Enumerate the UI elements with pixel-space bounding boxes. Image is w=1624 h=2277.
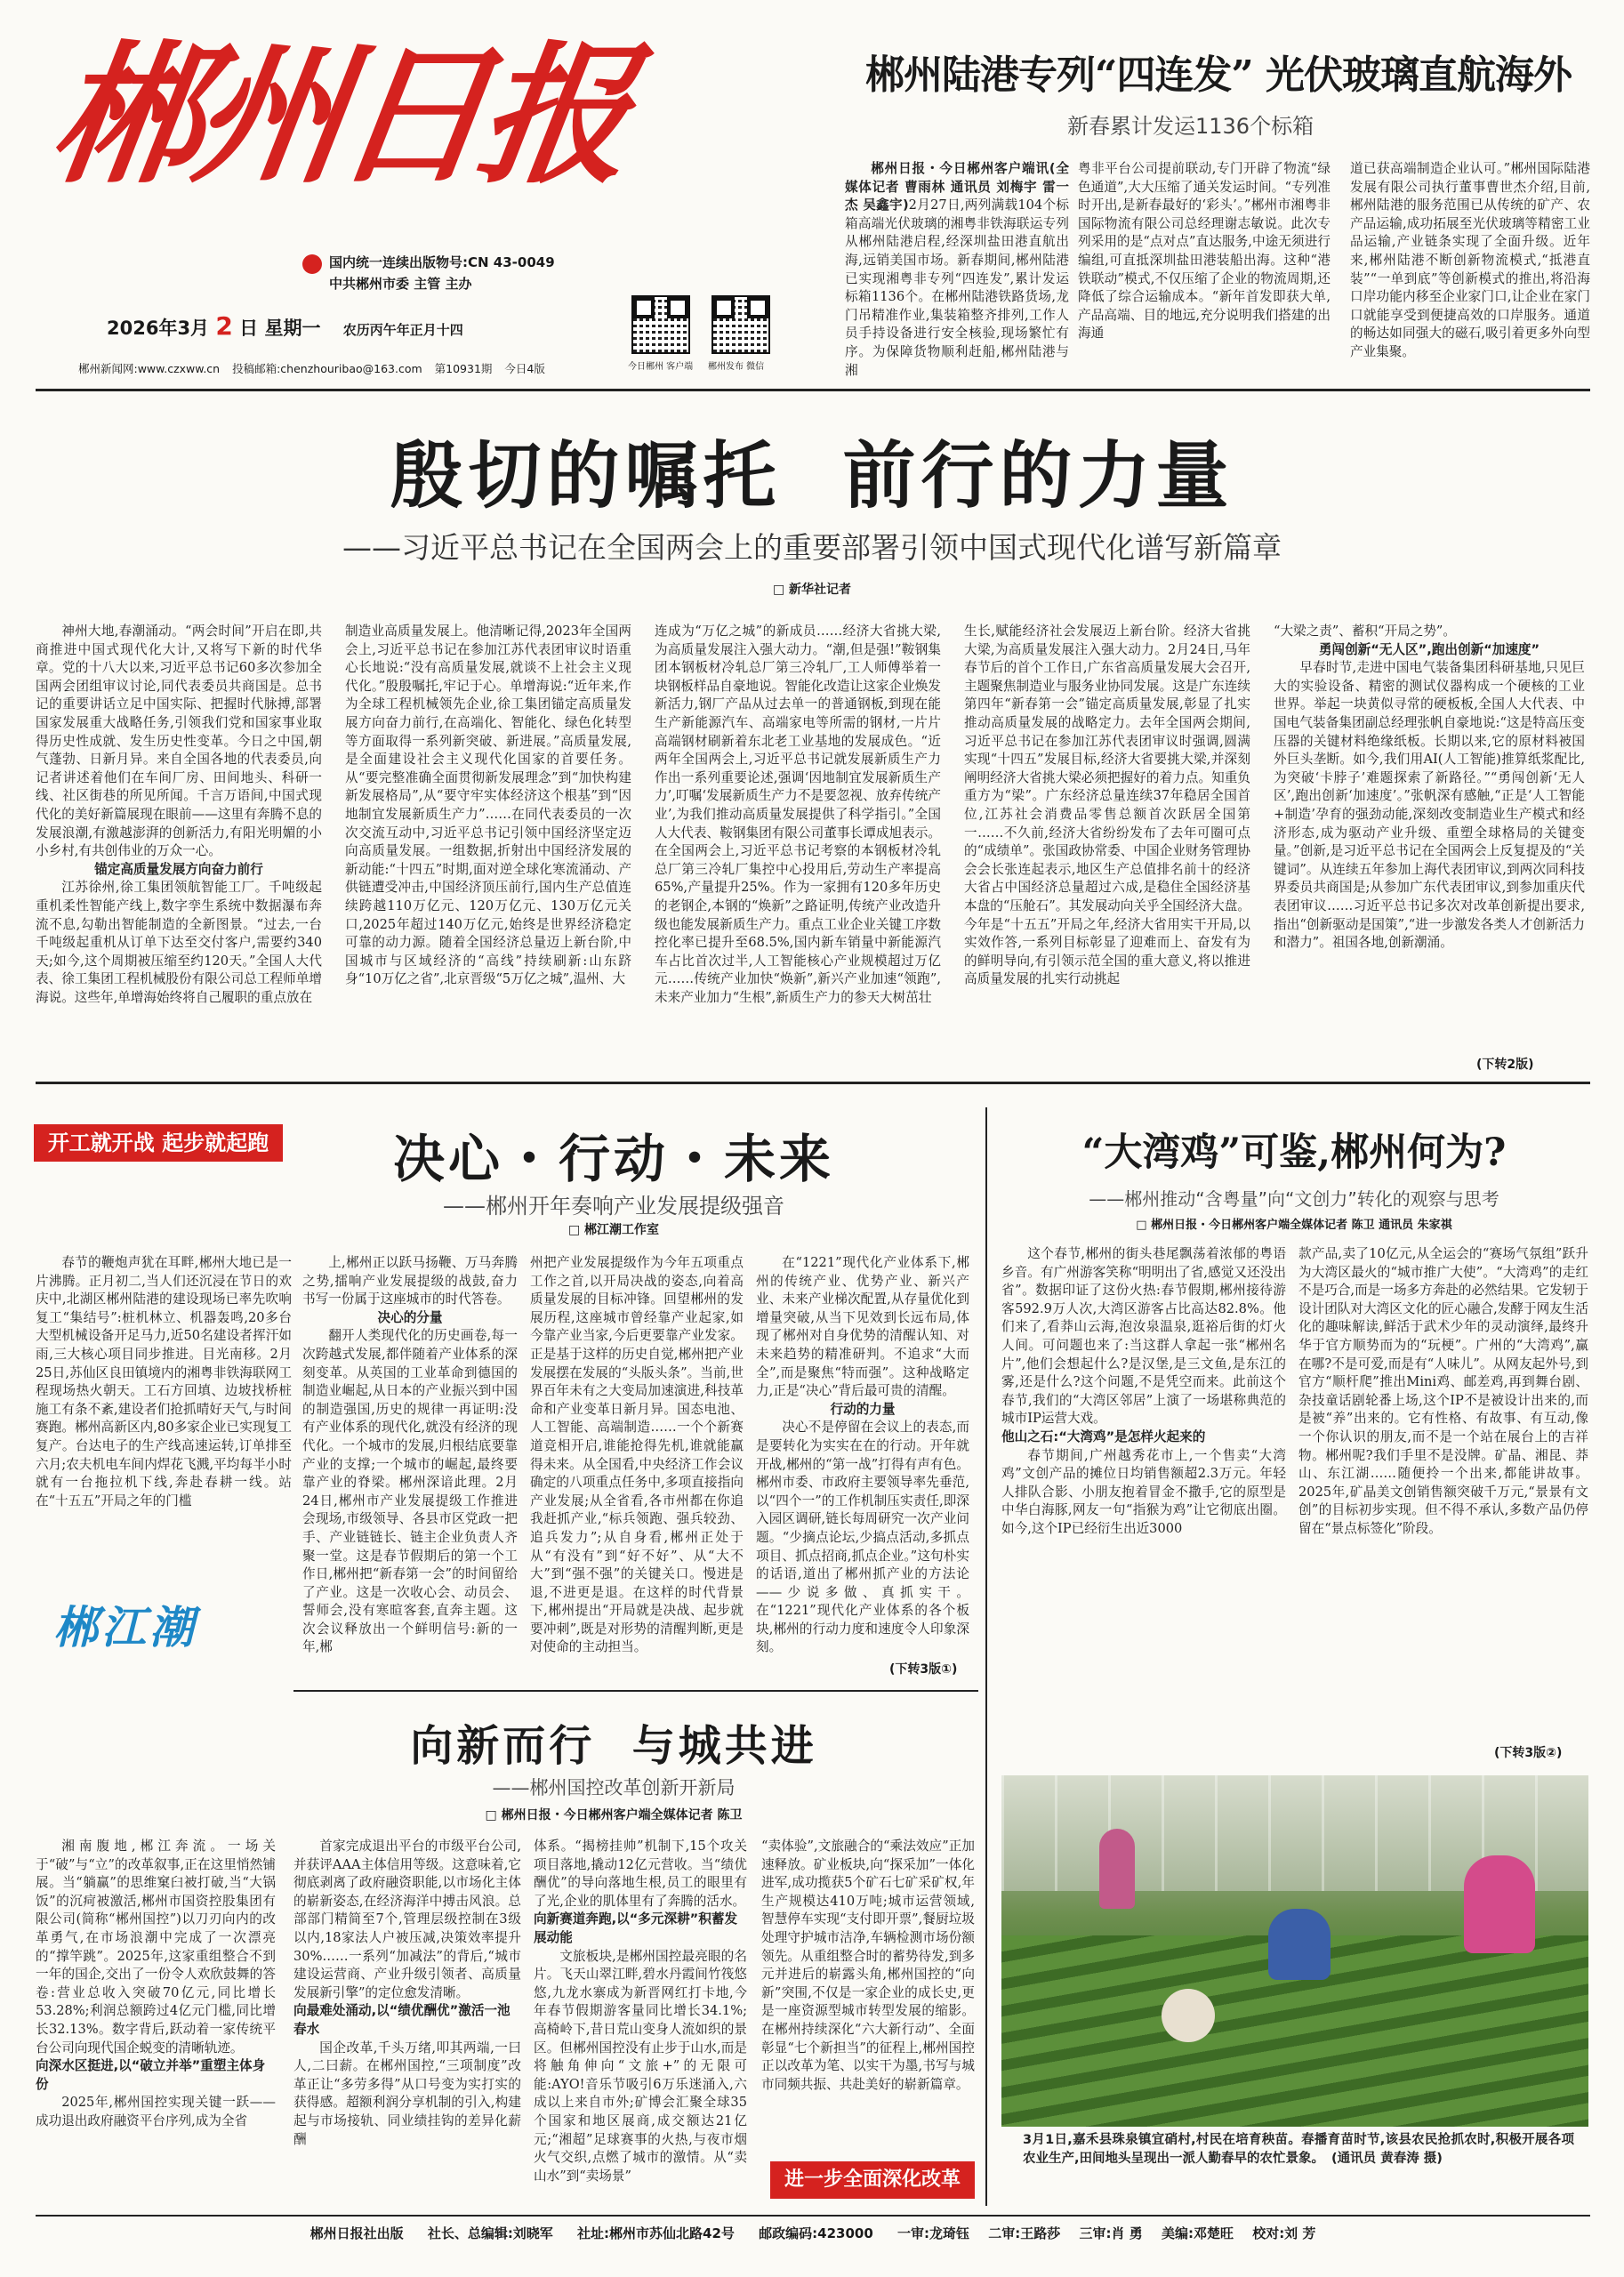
lead-section-title: 勇闯创新“无人区”,跑出创新“加速度” — [1318, 641, 1540, 657]
worker-figure — [1162, 1989, 1215, 2042]
date-day: 2 — [215, 311, 233, 341]
story-b-continue: (下转3版①) — [889, 1662, 958, 1677]
date-prefix: 2026年3月 — [107, 318, 210, 339]
lead-byline-text: 新华社记者 — [789, 583, 852, 597]
footer — [36, 2224, 1590, 2242]
story-b-byline-text: 郴江潮工作室 — [584, 1223, 660, 1237]
issue-number: 第10931期 — [434, 362, 493, 375]
story-d-byline — [293, 1806, 934, 1823]
worker-figure — [1268, 1909, 1331, 1980]
story-d-text: 首家完成退出平台的市级平台公司,并获评AAA主体信用等级。这意味着,它彻底剥离了政府融资职能,以市场化主体的崭新姿态,在经济海洋中搏击风浪。总部部门精简至7个,管理层级控制在3级以内,18家法人户被压减,决策效率提升30%……一系列“加减法”的背后,“城市建设运营商、产业升级引领者、高质量发展新引擎”的定位愈发清晰。 — [293, 1838, 521, 2000]
footer-postcode: 邮政编码:423000 — [759, 2225, 873, 2241]
footer-review3: 三审:肖 勇 — [1079, 2225, 1143, 2241]
story-b-text: 上,郴州正以跃马扬鞭、万马奔腾之势,擂响产业发展提级的战鼓,奋力书写一份属于这座城市的时代答卷。 — [302, 1255, 518, 1307]
lead-column — [964, 623, 1250, 1076]
top-story-dateline: 郴州日报・今日郴州客户端讯(全媒体记者 曹雨林 通讯员 刘梅宇 雷一杰 吴鑫宇) — [845, 161, 1069, 213]
section-tag: 进一步全面深化改革 — [770, 2161, 975, 2199]
approval-number: 国内统一连续出版物号:CN 43-0049 — [329, 254, 555, 270]
story-b-text: 州把产业发展提级作为今年五项重点工作之首,以开局决战的姿态,向着高质量发展的目标冲锋。回望郴州的发展历程,这座城市曾经靠产业起家,如今靠产业当家,今后更要靠产业发家。正是基于这样的历史自觉,郴州把产业发展摆在发展的“头版头条”。当前,世界百年未有之大变局加速演进,科技革命和产业变革日新月异。国态电池、人工智能、高端制造……一个个新赛道竞相开启,谁能抢得先机,谁就能赢得未来。从全国看,中央经济工作会议确定的八项重点任务中,多项直接指向产业发展;从全省看,各市州都在你追我赶抓产业,“标兵领跑、强兵较劲、追兵发力”;从自身看,郴州正处于从“有没有”到“好不好”、从“大不大”到“强不强”的关键关口。慢进是退,不进更是退。在这样的时代背景下,郴州提出“开局就是决战、起步就要冲刺”,既是对形势的清醒判断,更是对使命的主动担当。 — [530, 1255, 744, 1655]
divider — [985, 1107, 987, 2206]
photo-credit: (通讯员 黄春涛 摄) — [1331, 2152, 1443, 2166]
story-c-column — [1001, 1245, 1286, 1757]
story-c-text: 款产品,卖了10亿元,从全运会的“赛场气氛组”跃升为大湾区最火的“城市推广大使”。“大湾鸡”的走红不是巧合,而是一场多方奔赴的必然结果。它发轫于设计团队对大湾区文化的匠心融合,发酵于网友生活化的趣味解读,鲜活于武术少年的灵动演绎,最终升华于官方顺势而为的“玩梗”。广州的“大湾鸡”,赢在哪?不是可爱,而是有“人味儿”。从网友起外号,到官方“顺杆爬”推出Mini鸡、邮差鸡,再到舞台剧、杂技童话剧轮番上场,这个IP不是被设计出来的,而是被“养”出来的。它有性格、有故事、有互动,像一个你认识的朋友,而不是一个站在展台上的吉祥物。郴州呢?我们手里不是没牌。矿晶、湘昆、莽山、东江湖……随便拎一个出来,都能讲故事。2025年,矿晶美文创销售额突破千万元,“景景有文创”的目标初步实现。但不得不承认,多数产品仍停留在“景点标签化”阶段。 — [1298, 1246, 1588, 1536]
qr-code-icon — [712, 295, 770, 354]
square-icon: □ — [485, 1808, 502, 1822]
top-story-text: 粤非平台公司提前联动,专门开辟了物流“绿色通道”,大大压缩了通关发运时间。“专列准时开出,是新春最好的‘彩头’。”郴州市湘粤非国际物流有限公司总经理谢志敏说。此次专列采用的是“点对点”直达服务,中途无须进行编组,可直抵深圳盐田港装船出海。这种“港铁联动”模式,不仅压缩了企业的物流周期,还降低了综合运输成本。“新年首发即获大单,产品高端、目的地远,充分说明我们搭建的出海通 — [1078, 161, 1331, 342]
story-c-dateline: 郴州日报・今日郴州客户端全媒体记者 陈卫 通讯员 朱家祺 — [1151, 1219, 1452, 1232]
story-c-column — [1298, 1245, 1588, 1739]
story-d-column — [36, 1838, 276, 2202]
story-d-text: 体系。“揭榜挂帅”机制下,15个攻关项目落地,撬动12亿元营收。当“绩优酬优”的导向落地生根,员工的眼里有了光,企业的肌体里有了奔腾的活水。 — [534, 1838, 747, 1909]
footer-editor: 社长、总编辑:刘晓军 — [427, 2225, 553, 2241]
worker-figure — [1464, 1855, 1535, 1953]
photo-caption — [1023, 2131, 1574, 2202]
story-c-byline — [996, 1215, 1592, 1232]
footer-review2: 二审:王路莎 — [988, 2225, 1061, 2241]
lead-text: 制造业高质量发展上。他清晰记得,2023年全国两会上,习近平总书记在参加江苏代表团审议时语重心长地说:“没有高质量发展,就谈不上社会主义现代化。”殷殷嘱托,牢记于心。单增海说:“近年来,作为全球工程机械领先企业,徐工集团锚定高质量发展方向奋力前行,在高端化、智能化、绿色化转型等方面取得一系列新突破、新进展。”高质量发展,是全面建设社会主义现代化国家的首要任务。从“要完整准确全面贯彻新发展理念”到“加快构建新发展格局”,从“要守牢实体经济这个根基”到“因地制宜发展新质生产力”……在同代表委员的一次次交流互动中,习近平总书记引领中国经济坚定迈向高质量发展。一组数据,折射出中国经济发展的新动能:“十四五”时期,面对逆全球化寒流涌动、产供链遭受冲击,中国经济顶压前行,国内生产总值连续跨越110万亿元、120万亿元、130万亿元关口,2025年超过140万亿元,始终是世界经济稳定可靠的动力源。随着全国经济总量迈上新台阶,中国城市与区域经济的“高线”持续刷新:山东跻身“10万亿之省”,北京晋级“5万亿之城”,温州、大 — [345, 624, 631, 987]
lead-continue: (下转2版) — [1476, 1058, 1534, 1072]
story-d-text: 2025年,郴州国控实现关键一跃——成功退出政府融资平台序列,成为全省 — [36, 2095, 276, 2128]
story-d-headline: 向新而行 与城共进 — [410, 1721, 817, 1771]
date-line — [107, 311, 463, 341]
divider — [36, 389, 1590, 391]
qr2-label: 郴州发布 微信 — [708, 362, 765, 372]
site-link[interactable]: 郴州新闻网:www.czxww.cn — [78, 362, 221, 375]
lead-byline — [0, 580, 1624, 598]
story-c-text: 春节期间,广州越秀花市上,一个售卖“大湾鸡”文创产品的摊位日均销售额超2.3万元。年轻人排队合影、小朋友抱着冒金不撒手,它的原型是中华白海豚,网友一句“指猴为鸡”让它彻底出圈。如今,这个IP已经衍生出近3000 — [1001, 1447, 1286, 1536]
top-story-text: 2月27日,两列满载104个标箱高端光伏玻璃的湘粤非铁海联运专列从郴州陆港启程,经深圳盐田港直航出海,远销美国市场。新春期间,郴州陆港已实现湘粤非专列“四连发”,累计发运标箱1136个。在郴州陆港铁路货场,龙门吊精准作业,集装箱整齐排列,工作人员手持设备进行安全核验,现场繁忙有序。为保障货物顺利赶船,郴州陆港与湘 — [845, 197, 1069, 378]
story-b-subhead: ——郴州开年奏响产业发展提级强音 — [443, 1194, 784, 1219]
story-c-subhead: ——郴州推动“含粤量”向“文创力”转化的观察与思考 — [1089, 1188, 1499, 1210]
story-d-column — [293, 1838, 521, 2202]
lead-text: “大梁之责”、蓄积“开局之势”。 — [1274, 624, 1456, 639]
story-d-column — [534, 1838, 747, 2202]
story-c-continue: (下转3版②) — [1494, 1746, 1563, 1760]
worker-figure — [1099, 1829, 1135, 1909]
lead-text: 神州大地,春潮涌动。“两会时间”开启在即,共商推进中国式现代化大计,又将写下新的时代华章。党的十八大以来,习近平总书记60多次参加全国两会团组审议讨论,同代表委员共商国是。总书记的重要讲话立足中国实际、把握时代脉搏,部署国家发展重大战略任务,引领我们党和国家事业取得历史性成就、发生历史性变革。今日之中国,朝气蓬勃、日新月异。来自全国各地的代表委员,向记者讲述着他们在车间厂房、田间地头、科研一线、社区街巷的所见所闻。千言万语间,中国式现代化的美好新篇展现在眼前——这里有奔腾不息的发展浪潮,有激越澎湃的创新活力,有阳光明媚的小小乡村,有共创伟业的万众一心。 — [36, 624, 322, 859]
footer-review1: 一审:龙琦钰 — [897, 2225, 970, 2241]
story-b-headline: 决心・行动・未来 — [392, 1129, 834, 1189]
top-story-column — [1350, 160, 1590, 382]
story-b-column — [756, 1254, 969, 1654]
lead-column — [655, 623, 941, 1076]
top-story-text: 道已获高端制造企业认可。”郴州国际陆港发展有限公司执行董事曹世杰介绍,目前,郴州陆港的服务范围已从传统的矿产、农产品运输,成功拓展至光伏玻璃等精密工业品运输,产业链条实现了全面升级。近年来,郴州陆港不断创新物流模式,“抵港直装”“一单到底”等创新模式的推出,将沿海口岸功能内移至企业家门口,让企业在家门口就能享受到便捷高效的口岸服务。通道的畅达如同强大的磁石,吸引着更多外向型产业集聚。 — [1350, 161, 1590, 359]
square-icon: □ — [1136, 1219, 1152, 1232]
story-d-text: 文旅板块,是郴州国控最亮眼的名片。飞天山翠江畔,碧水丹霞间竹筏悠悠,九龙水寨成为新晋网红打卡地,今年春节假期游客量同比增长34.1%;高椅岭下,昔日荒山变身人流如织的景区。但郴州国控没有止步于山水,而是将触角伸向“文旅+”的无限可能:AYO!音乐节吸引6万乐迷涌入,六成以上来自市外;矿博会汇聚全球35个国家和地区展商,成交额达21亿元;“湘超”足球赛事的火热,与夜市烟火气交织,点燃了城市的激情。从“卖山水”到“卖场景” — [534, 1948, 747, 2184]
lead-column — [345, 623, 631, 1076]
qr1-label: 今日郴州 客户端 — [628, 362, 694, 372]
email-link[interactable]: 投稿邮箱:chenzhouribao@163.com — [232, 362, 422, 375]
divider — [293, 1690, 978, 1692]
story-c-section-title: 他山之石:“大湾鸡”是怎样火起来的 — [1001, 1428, 1206, 1444]
newspaper-logo: 郴州日报 — [40, 27, 636, 205]
story-b-section-title: 决心的分量 — [377, 1309, 443, 1325]
lead-text: 江苏徐州,徐工集团领航智能工厂。千吨级起重机柔性智能产线上,数字孪生系统中数据瀑布奔流不息,勾勒出智能制造的全新图景。“过去,一台千吨级起重机从订单下达至交付客户,需要约340天;如今,这个周期被压缩至约120天。”全国人大代表、徐工集团工程机械股份有限公司总工程师单增海说。这些年,单增海始终将自己履职的重点放在 — [36, 880, 322, 1005]
story-b-text: 决心不是停留在会议上的表态,而是要转化为实实在在的行动。开年就开战,郴州的“第一战”打得有声有色。郴州市委、市政府主要领导率先垂范,以“四个一”的工作机制压实责任,即深入园区调研,链长每周研究一次产业问题。“少摘点论坛,少搞点活动,多抓点项目、抓点招商,抓点企业。”这句朴实的话语,道出了郴州抓产业的方法论——少说多做、真抓实干。在“1221”现代化产业体系的各个板块,郴州的行动力度和速度令人印象深刻。 — [756, 1420, 969, 1654]
footer-design: 美编:邓楚旺 — [1161, 2225, 1234, 2241]
lunar-date: 农历丙午年正月十四 — [342, 322, 463, 338]
story-d-column — [761, 1838, 975, 2158]
top-story-column — [1078, 160, 1331, 382]
logo-emblem-icon — [302, 254, 322, 274]
square-icon: □ — [772, 583, 790, 597]
lead-column — [36, 623, 322, 1076]
story-b-column — [302, 1254, 518, 1681]
story-d-section-title: 向最难处涌动,以“绩优酬优”激活一池春水 — [293, 2003, 511, 2037]
lead-column — [1274, 623, 1585, 1055]
masthead-meta — [78, 360, 545, 376]
section-tag: 开工就开战 起步就起跑 — [34, 1124, 283, 1162]
farm-photo — [1001, 1775, 1588, 2127]
story-b-section-title: 行动的力量 — [830, 1401, 896, 1417]
qr-code-icon — [631, 295, 690, 354]
column-logo: 郴江潮 — [53, 1601, 197, 1653]
story-b-text: 翻开人类现代化的历史画卷,每一次跨越式发展,都伴随着产业体系的深刻变革。从英国的工业革命到德国的制造业崛起,从日本的产业振兴到中国的制造强国,历史的规律一再证明:没有产业体系的现代化,就没有经济的现代化。一个城市的发展,归根结底要靠产业的支撑;一个城市的崛起,最终要靠产业的脊梁。郴州深谙此理。2月24日,郴州市产业发展提级工作推进会现场,市级领导、各县市区党政一把手、产业链链长、链主企业负责人齐聚一堂。这是春节假期后的第一个工作日,郴州把“新春第一会”的时间留给了产业。这是一次收心会、动员会、誓师会,没有寒暄客套,直奔主题。这次会议释放出一个鲜明信号:新的一年,郴 — [302, 1328, 518, 1655]
sponsor-line: 中共郴州市委 主管 主办 — [329, 276, 472, 292]
top-story-headline: 郴州陆港专列“四连发” 光伏玻璃直航海外 — [865, 52, 1572, 98]
story-d-dateline: 郴州日报・今日郴州客户端全媒体记者 陈卫 — [501, 1808, 743, 1822]
divider — [36, 2215, 1590, 2217]
story-b-byline — [293, 1220, 934, 1238]
story-d-text: 湘南腹地,郴江奔流。一场关于“破”与“立”的改革叙事,正在这里悄然铺展。当“躺赢”的思维窠臼被打破,当“大锅饭”的沉疴被激活,郴州市国资控股集团有限公司(简称“郴州国控”)以刀刃向内的改革勇气,在市场浪潮中完成了一次漂亮的“撑竿跳”。2025年,这家重组整合不到一年的国企,交出了一份令人欢欣鼓舞的答卷:营业总收入突破70亿元,同比增长53.28%;利润总额跨过4亿元门槛,同比增长32.13%。数字背后,跃动着一家传统平台公司向现代国企蜕变的清晰轨迹。 — [36, 1838, 276, 2056]
story-d-section-title: 向深水区挺进,以“破立并举”重塑主体身份 — [36, 2058, 266, 2092]
lead-subhead: ——习近平总书记在全国两会上的重要部署引领中国式现代化谱写新篇章 — [342, 530, 1282, 565]
story-b-column — [36, 1254, 292, 1579]
story-b-text: 在“1221”现代化产业体系下,郴州的传统产业、优势产业、新兴产业、未来产业梯次配置,从存量优化到增量突破,从当下见效到长远布局,体现了郴州对自身优势的清醒认知、对未来趋势的精准研判。不追求“大而全”,而是聚焦“特而强”。这种战略定力,正是“决心”背后最可贵的清醒。 — [756, 1255, 969, 1399]
lead-section-title: 锚定高质量发展方向奋力前行 — [94, 861, 263, 877]
story-d-section-title: 向新赛道奔跑,以“多元深耕”积蓄发展动能 — [534, 1911, 738, 1945]
top-story-subhead: 新春累计发运1136个标箱 — [1067, 114, 1314, 139]
top-story-column — [845, 160, 1069, 382]
story-b-column — [530, 1254, 744, 1681]
story-b-text: 春节的鞭炮声犹在耳畔,郴州大地已是一片沸腾。正月初二,当人们还沉浸在节日的欢庆中,北湖区郴州陆港的建设现场已率先吹响复工“集结号”:桩机林立、机器轰鸣,20多台大型机械设备开足马力,近50名建设者挥汗如雨,三大核心项目同步推进。目光南移。2月25日,苏仙区良田镇境内的湘粤非铁海联网工程现场热火朝天。工石方回填、边坡找桥桩施工有条不紊,建设者们抢抓晴好天气,与时间赛跑。郴州高新区内,80多家企业已实现复工复产。台达电子的生产线高速运转,订单排至六月;农夫机电车间内焊花飞溅,平均每半小时就有一台拖拉机下线,奔赴春耕一线。站在“十五五”开局之年的门槛 — [36, 1255, 292, 1509]
story-d-text: 国企改革,千头万绪,叩其两端,一曰人,二曰薪。在郴州国控,“三项制度”改革正让“多劳多得”从口号变为实打实的获得感。超额利润分享机制的引入,构建起与市场接轨、同业绩挂钩的差异化薪酬 — [293, 2040, 521, 2147]
square-icon: □ — [567, 1223, 585, 1237]
footer-publisher: 郴州日报社出版 — [310, 2225, 404, 2241]
divider — [36, 1082, 1590, 1084]
story-d-text: “卖体验”,文旅融合的“乘法效应”正加速释放。矿业板块,向“探采加”一体化进军,成功揽获5个矿石七矿采矿权,年生产规模达410万吨;城市运营领域,智慧停车实现“支付即开票”,餐厨垃圾处理守护城市洁净,车辆检测市场份额领先。从重组整合时的蓄势待发,到多元并进后的崭露头角,郴州国控的“向新”突围,不仅是一家企业的成长史,更是一座资源型城市转型发展的缩影。在郴州持续深化“六大新行动”、全面彰显“七个新担当”的征程上,郴州国控正以改革为笔、以实干为墨,书写与城市同频共振、共赴美好的崭新篇章。 — [761, 1838, 975, 2092]
lead-text: 生长,赋能经济社会发展迈上新台阶。经济大省挑大梁,为高质量发展注入强大动力。2月24日,马年春节后的首个工作日,广东省高质量发展大会召开,主题聚焦制造业与服务业协同发展。这是广东连续第四年“新春第一会”锚定高质量发展,彰显了扎实推动高质量发展的战略定力。去年全国两会期间,习近平总书记在参加江苏代表团审议时强调,圆满实现“十四五”发展目标,经济大省要挑大梁,并深刻阐明经济大省挑大梁必须把握好的着力点。知重负重方为“梁”。广东经济总量连续37年稳居全国首位,江苏社会消费品零售总额首次跃居全国第一……不久前,经济大省纷纷发布了去年可圈可点的“成绩单”。张国政协常委、中国企业财务管理协会会长张连起表示,地区生产总值排名前十的经济大省占中国经济总量超过六成,是稳住全国经济基本盘的“压舱石”。其发展动向关乎全国经济大盘。今年是“十五五”开局之年,经济大省用实干开局,以实效作答,一系列目标彰显了迎难而上、奋发有为的鲜明导向,有引领示范全国的重大意义,将以推进高质量发展的扎实行动挑起 — [964, 624, 1250, 987]
date-suffix: 日 星期一 — [239, 318, 321, 339]
story-c-headline: “大湾鸡”可鉴,郴州何为? — [1081, 1130, 1507, 1175]
lead-headline: 殷切的嘱托 前行的力量 — [390, 433, 1234, 519]
story-d-subhead: ——郴州国控改革创新开新局 — [492, 1777, 736, 1798]
photo-caption-text: 3月1日,嘉禾县珠泉镇宜硝村,村民在培育秧苗。春播育苗时节,该县农民抢抓农时,积极开展各项农业生产,田间地头呈现出一派人勤春早的农忙景象。 — [1023, 2133, 1574, 2166]
story-c-text: 这个春节,郴州的街头巷尾飘荡着浓郁的粤语乡音。有广州游客笑称“明明出了省,感觉又还没出省”。数据印证了这份火热:春节假期,郴州接待游客592.9万人次,大湾区游客占比高达82.8%。他们来了,看莽山云海,泡汝泉温泉,逛裕后街的灯火人间。可问题也来了:当这群人拿起一张“郴州名片”,他们会想起什么?是汉堡,是三文鱼,是东江的雾,还是什么?这个问题,不是凭空而来。此前这个春节,我们的“大湾区邻居”上演了一场堪称典范的城市IP运营大戏。 — [1001, 1246, 1286, 1427]
lead-text: 连成为“万亿之城”的新成员……经济大省挑大梁,为高质量发展注入强大动力。“潮,但是强!”鞍钢集团本钢板材冷轧总厂第三冷轧厂,工人师傅举着一块钢板样品自豪地说。智能化改造让这家企业焕发新活力,钢厂产品从过去单一的普通钢板,到现在能生产新能源汽车、高端家电等所需的钢材,一片片高端钢材刷新着东北老工业基地的发展成色。“近两年全国两会上,习近平总书记就发展新质生产力作出一系列重要论述,强调‘因地制宜发展新质生产力’,叮嘱‘发展新质生产力不是要忽视、放弃传统产业’,为我们推动高质量发展提供了科学指引。”全国人大代表、鞍钢集团有限公司董事长谭成旭表示。在全国两会上,习近平总书记考察的本钢板材冷轧总厂第三冷轧厂集控中心投用后,劳动生产率提高65%,产量提升25%。作为一家拥有120多年历史的老钢企,本钢的“焕新”之路证明,传统产业改造升级也能发展新质生产力。重点工业企业关键工序数控化率已提升至68.5%,国内新车销量中新能源汽车占比首次过半,人工智能核心产业规模超过万亿元……传统产业加快“焕新”,新兴产业加速“领跑”,未来产业加力“生根”,新质生产力的参天大树茁壮 — [655, 624, 941, 1005]
footer-address: 社址:郴州市苏仙北路42号 — [577, 2225, 735, 2241]
masthead — [36, 9, 836, 382]
lead-text: 早春时节,走进中国电气装备集团科研基地,只见巨大的实验设备、精密的测试仪器构成一个硬核的工业世界。举起一块黄似寻常的硬板板,全国人大代表、中国电气装备集团副总经理张帆自豪地说:“这是特高压变压器的关键材料绝缘纸板。长期以来,它的原材料被国外巨头垄断。如今,我们用AI(人工智能)推算纸浆配比,为突破‘卡脖子’难题探索了新路径。”“勇闯创新‘无人区’,跑出创新‘加速度’。”张帆深有感触,“正是‘人工智能+制造’孕育的强劲动能,深刻改变制造业生产模式和经济形态,成为驱动产业升级、重塑全球格局的关键变量。”创新,是习近平总书记在全国两会上反复提及的“关键词”。从连续五年参加上海代表团审议,到两次同科技界委员共商国是;从参加广东代表团审议,到参加重庆代表团审议……习近平总书记多次对改革创新提出要求,指出“创新驱动是国策”,“进一步激发各类人才创新活力和潜力”。祖国各地,创新潮涌。 — [1274, 660, 1585, 951]
footer-proof: 校对:刘 芳 — [1252, 2225, 1316, 2241]
page-count: 今日4版 — [504, 362, 545, 375]
